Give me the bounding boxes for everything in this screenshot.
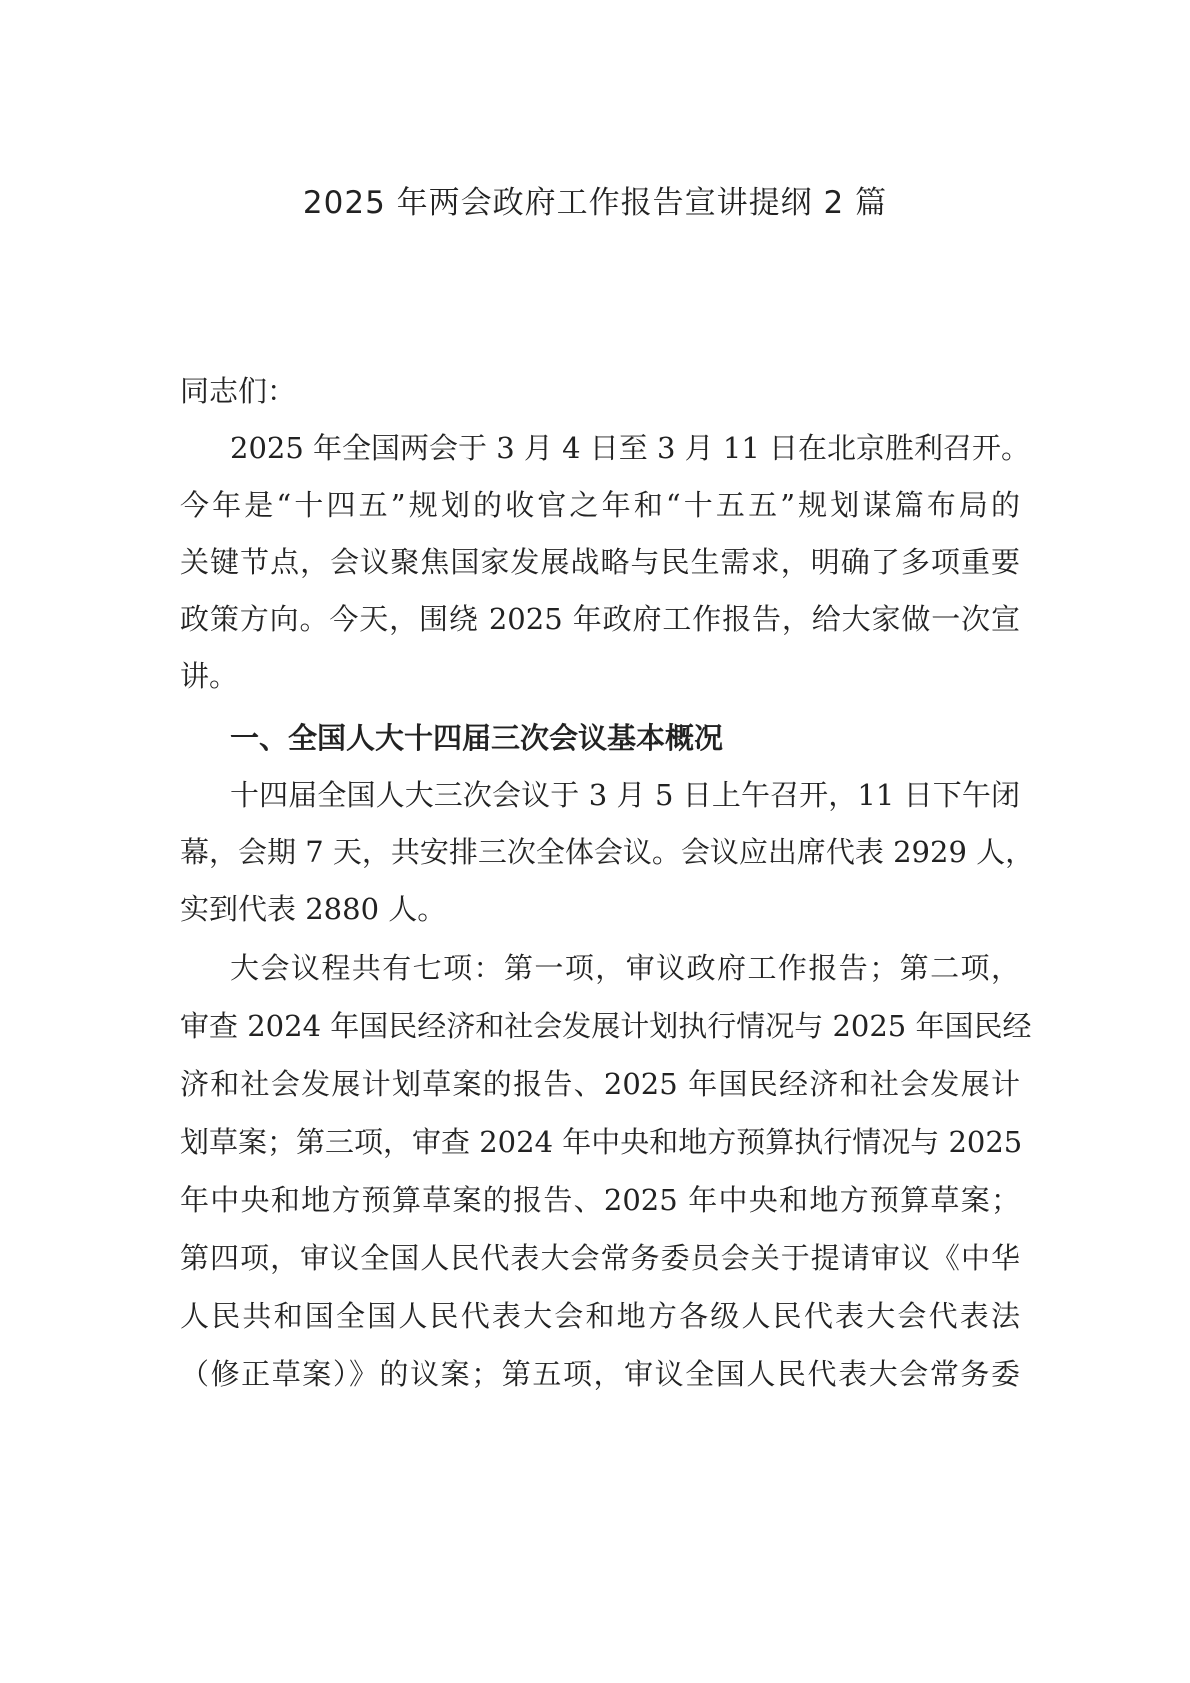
body-line: 审查 2024 年国民经济和社会发展计划执行情况与 2025 年国民经 — [180, 1009, 1032, 1043]
body-line: 人民共和国全国人民代表大会和地方各级人民代表大会代表法 — [180, 1299, 1020, 1333]
body-line: 2025 年全国两会于 3 月 4 日至 3 月 11 日在北京胜利召开。 — [230, 431, 1031, 465]
body-line: 幕，会期 7 天，共安排三次全体会议。会议应出席代表 2929 人， — [180, 835, 1035, 869]
body-line: 划草案；第三项，审查 2024 年中央和地方预算执行情况与 2025 — [180, 1125, 1023, 1159]
body-line: 关键节点，会议聚焦国家发展战略与民生需求，明确了多项重要 — [180, 545, 1020, 579]
body-line: 政策方向。今天，围绕 2025 年政府工作报告，给大家做一次宣 — [180, 602, 1020, 636]
body-line: 十四届全国人大三次会议于 3 月 5 日上午召开，11 日下午闭 — [230, 778, 1020, 812]
document-title: 2025 年两会政府工作报告宣讲提纲 2 篇 — [302, 185, 888, 221]
body-line: 大会议程共有七项：第一项，审议政府工作报告；第二项， — [230, 951, 1020, 985]
section-heading: 一、全国人大十四届三次会议基本概况 — [230, 721, 724, 755]
body-line: 同志们： — [180, 374, 297, 408]
body-line: 实到代表 2880 人。 — [180, 892, 447, 926]
body-line: （修正草案）》的议案；第五项，审议全国人民代表大会常务委 — [180, 1357, 1020, 1391]
body-line: 第四项，审议全国人民代表大会常务委员会关于提请审议《中华 — [180, 1241, 1020, 1275]
body-line: 讲。 — [180, 659, 239, 693]
body-line: 济和社会发展计划草案的报告、2025 年国民经济和社会发展计 — [180, 1067, 1020, 1101]
body-line: 年中央和地方预算草案的报告、2025 年中央和地方预算草案； — [180, 1183, 1020, 1217]
body-line: 今年是“十四五”规划的收官之年和“十五五”规划谋篇布局的 — [180, 488, 1020, 522]
